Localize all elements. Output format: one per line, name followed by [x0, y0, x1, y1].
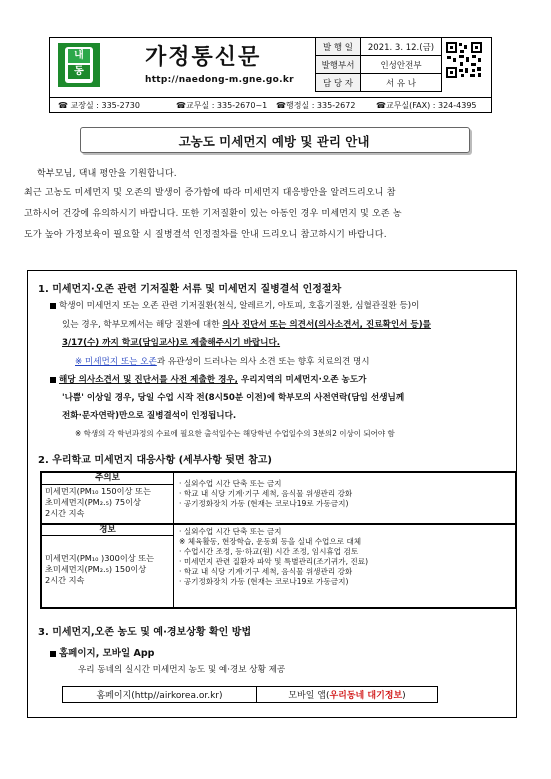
logo-top-char: 내	[68, 49, 90, 63]
issue-meta-table	[315, 37, 442, 92]
meta-value: 인성안전부	[361, 56, 442, 74]
school-url[interactable]: http://naedong-m.gne.go.kr	[145, 75, 294, 85]
intro-line: 도가 높아 가정보육이 필요할 시 질병결석 인정절차를 안내 드리오니 참고하시기 바랍니다.	[24, 230, 387, 240]
warning-actions: · 실외수업 시간 단축 또는 금지 ※ 체육활동, 현장학습, 운동회 등을 실내 수업으로 대체 · 수업시간 조정, 등·하교(원) 시간 조정, 임시휴업 검토 · 미세먼지 관련 질환자 파악 및 특별관리(조기귀가, 진료) · 학교 내 식당 기계·기구 세척, 음식물 위생관리 강화 · 공기정화장치 가동 (현재는 코로나19로 가동금지)	[179, 527, 369, 586]
school-logo	[58, 43, 100, 87]
info-links-table	[62, 686, 438, 703]
section-2-heading: 2. 우리학교 미세먼지 대응사항 (세부사항 뒷면 참고)	[38, 455, 272, 466]
advisory-actions: · 실외수업 시간 단축 또는 금지 · 학교 내 식당 기계·기구 세척, 음식물 위생관리 강화 · 공기정화장치 가동 (현재는 코로나19로 가동금지)	[179, 479, 353, 508]
contact-staff-room: ☎교무실 : 335-2670~1	[176, 101, 268, 110]
bullet-2-line-1: 해당 의사소견서 및 진단서를 사전 제출한 경우, 우리지역의 미세먼지·오존 농도가	[50, 373, 366, 385]
response-table	[40, 471, 517, 609]
meta-value: 서 유 나	[361, 74, 442, 92]
meta-key: 담 당 자	[316, 74, 361, 92]
bullet-1-line-1: 학생이 미세먼지 또는 오존 관련 기저질환(천식, 알레르기, 아토피, 호흡기질환, 심혈관질환 등)이	[50, 299, 419, 311]
intro-line: 최근 고농도 미세먼지 및 오존의 발생이 증가함에 따라 미세먼지 대응방안을 알려드리오니 참	[24, 188, 396, 198]
section-3-heading: 3. 미세먼지,오존 농도 및 예·경보상황 확인 방법	[38, 627, 252, 638]
section-1-heading: 1. 미세먼지·오존 관련 기저질환 서류 및 미세먼지 질병결석 인정절차	[38, 284, 342, 295]
bullet-1-line-2: 있는 경우, 학부모께서는 해당 질환에 대한 의사 진단서 또는 의견서(의사소견서, 진료확인서 등)를	[62, 320, 431, 330]
contact-admin-office: ☎행정실 : 335-2672	[276, 101, 356, 110]
newsletter-title: 가정통신문	[145, 44, 262, 70]
bullet-square-icon	[50, 651, 56, 657]
bullet-square-icon	[50, 303, 56, 309]
bullet-square-icon	[50, 377, 56, 383]
warning-condition: 미세먼지(PM₁₀ )300이상 또는 초미세먼지(PM₂.₅) 150이상 2시간 지속	[45, 553, 155, 585]
intro-line: 고하시어 건강에 유의하시기 바랍니다. 또한 기저질환이 있는 아동인 경우 미세먼지 및 오존 농	[24, 209, 402, 219]
mobile-app-link[interactable]: 모바일 앱(우리동네 대기정보)	[257, 687, 438, 703]
meta-key: 발행부서	[316, 56, 361, 74]
level-advisory: 주의보	[95, 473, 120, 483]
contact-principal: ☎ 교장실 : 335-2730	[58, 101, 140, 110]
bullet-2-line-3: 전화·문자연락)만으로 질병결석이 인정됩니다.	[62, 411, 237, 421]
qr-code-icon[interactable]	[445, 41, 483, 79]
bullet-2-line-2: '나쁨' 이상일 경우, 당일 수업 시작 전(8시50분 이전)에 학부모의 사전연락(담임 선생님께	[62, 393, 405, 403]
logo-bottom-char: 동	[68, 65, 90, 79]
note-1: ※ 미세먼지 또는 오존과 유관성이 드러나는 의사 소견 또는 향후 치료의견 명시	[75, 357, 370, 367]
intro-line: 학부모님, 댁내 평안을 기원합니다.	[37, 169, 177, 179]
bullet-1-line-3: 3/17(수) 까지 학교(담임교사)로 제출해주시기 바랍니다.	[62, 338, 281, 348]
advisory-condition: 미세먼지(PM₁₀ 150이상 또는 초미세먼지(PM₂.₅) 75이상 2시간 지속	[45, 486, 151, 518]
check-method: 홈페이지, 모바일 App	[50, 645, 154, 659]
check-method-desc: 우리 동네의 실시간 미세먼지 농도 및 예·경보 상황 제공	[78, 665, 286, 675]
contact-fax: ☎교무실(FAX) : 324-4395	[376, 101, 477, 110]
meta-value: 2021. 3. 12.(금)	[361, 38, 442, 56]
notice-title: 고농도 미세먼지 예방 및 관리 안내	[178, 134, 370, 149]
note-2: ※ 학생의 각 학년과정의 수료에 필요한 출석일수는 해당학년 수업일수의 3분의2 이상이 되어야 함	[75, 429, 395, 438]
meta-key: 발 행 일	[316, 38, 361, 56]
homepage-link[interactable]: 홈페이지(http//airkorea.or.kr)	[63, 687, 257, 703]
level-warning: 경보	[99, 525, 116, 535]
